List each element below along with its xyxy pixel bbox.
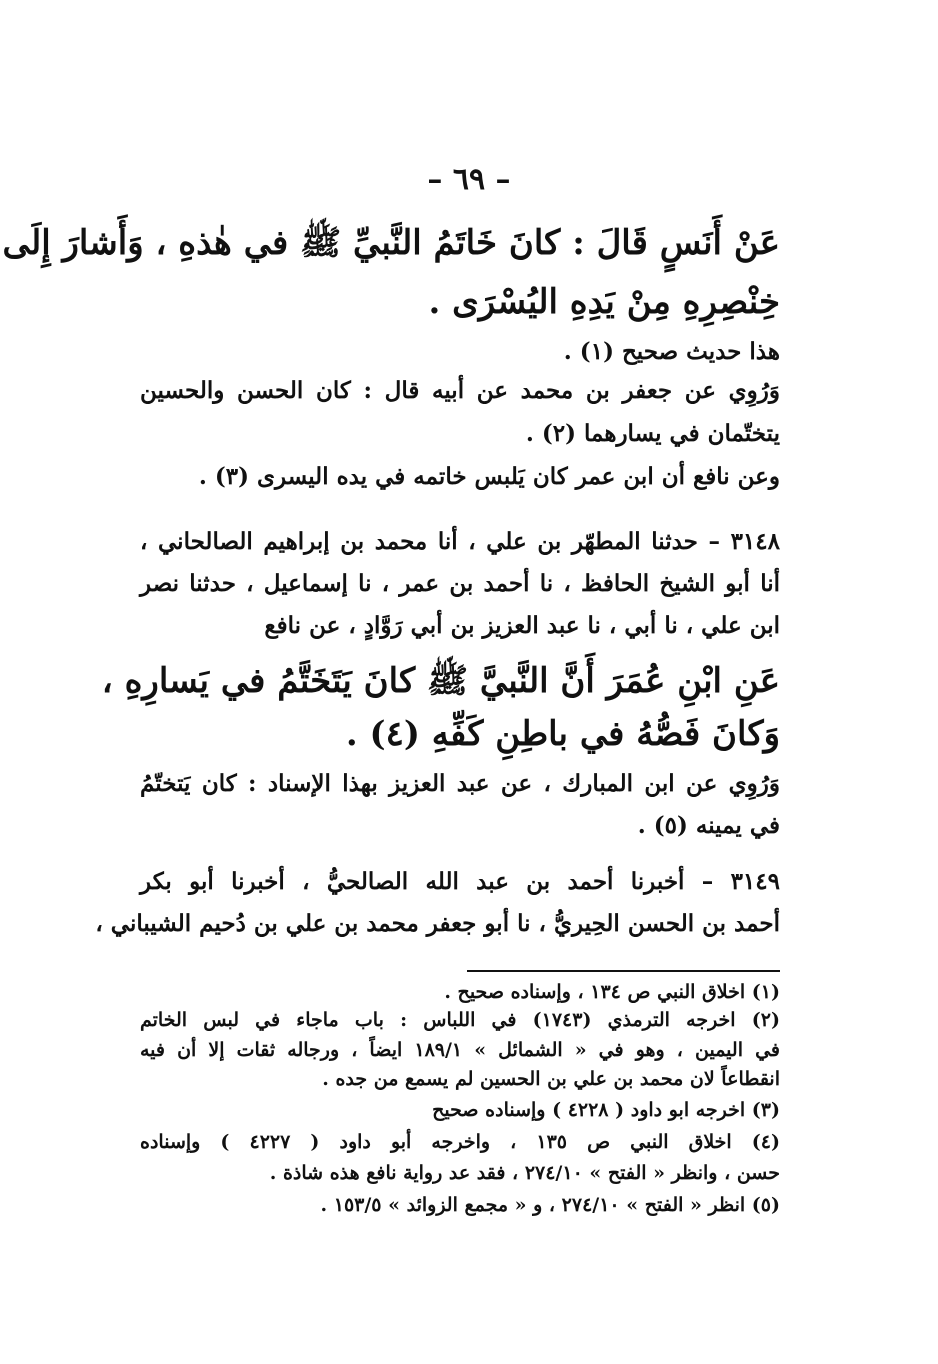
- footnote: (١) اخلاق النبي ص ١٣٤ ، وإسناده صحيح .: [444, 981, 780, 1003]
- isnad-line: ٣١٤٩ – أخبرنا أحمد بن عبد الله الصالحيُّ ، أخبرنا أبو بكر: [140, 868, 780, 895]
- footnote: حسن ، وانظر « الفتح » ٢٧٤/١٠ ، فقد عد رواية نافع هذه شاذة .: [269, 1162, 780, 1184]
- hadith-line: وَكانَ فَصُّهُ في باطِنِ كَفِّهِ (٤) .: [345, 714, 780, 754]
- isnad-line: ٣١٤٨ – حدثنا المطهّر بن علي ، أنا محمد بن إبراهيم الصالحاني ،: [140, 528, 780, 555]
- text-line: في يمينه (٥) .: [637, 812, 780, 839]
- text-line: يتختّمان في يسارهما (٢) .: [525, 420, 780, 447]
- hadith-line: عَنِ ابْنِ عُمَرَ أَنَّ النَّبيَّ ﷺ كانَ يَتَخَتَّمُ في يَسارِهِ ،: [101, 661, 780, 701]
- text-line: وعن نافع أن ابن عمر كان يَلبس خاتمه في يده اليسرى (٣) .: [198, 463, 780, 490]
- text-line: وَرُوِي عن جعفر بن محمد عن أبيه قال : كان الحسن والحسين: [140, 377, 780, 404]
- footnote: (٤) اخلاق النبي ص ١٣٥ ، واخرجه أبو داود ( ٤٢٢٧ ) وإسناده: [140, 1131, 780, 1153]
- footnote: انقطاعاً لان محمد بن علي بن الحسين لم يسمع من جده .: [322, 1068, 780, 1090]
- footnote: (٢) اخرجه الترمذي (١٧٤٣) في اللباس : باب ماجاء في لبس الخاتم: [140, 1009, 780, 1031]
- hadith-line: خِنْصِرِهِ مِنْ يَدِهِ اليُسْرَى .: [428, 282, 780, 322]
- footnote: في اليمين ، وهو في « الشمائل » ١٨٩/١ ايضاً ، ورجاله ثقات إلا أن فيه: [140, 1039, 780, 1061]
- footnote-divider: [467, 970, 780, 972]
- isnad-line: أنا أبو الشيخ الحافظ ، نا أحمد بن عمر ، نا إسماعيل ، حدثنا نصر: [140, 570, 780, 597]
- footnote: (٣) اخرجه ابو داود ( ٤٢٢٨ ) وإسناده صحيح: [432, 1099, 780, 1121]
- footnote: (٥) انظر « الفتح » ٢٧٤/١٠ ، و « مجمع الزوائد » ١٥٣/٥ .: [320, 1194, 780, 1216]
- text-line: وَرُوِي عن ابن المبارك ، عن عبد العزيز بهذا الإسناد : كان يَتختّمُ: [140, 770, 780, 797]
- isnad-line: ابن علي ، نا أبي ، نا عبد العزيز بن أبي رَوَّادٍ ، عن نافع: [264, 612, 780, 639]
- isnad-line: أحمد بن الحسن الحِيريُّ ، نا أبو جعفر محمد بن علي بن دُحيم الشيباني ،: [95, 910, 780, 937]
- page-number: – ٦٩ –: [427, 162, 511, 197]
- hadith-line: عَنْ أَنَسٍ قَالَ : كانَ خَاتَمُ النَّبيِّ ﷺ في هٰذهِ ، وَأَشارَ إِلَى: [2, 223, 780, 263]
- grading-line: هذا حديث صحيح (١) .: [563, 338, 780, 365]
